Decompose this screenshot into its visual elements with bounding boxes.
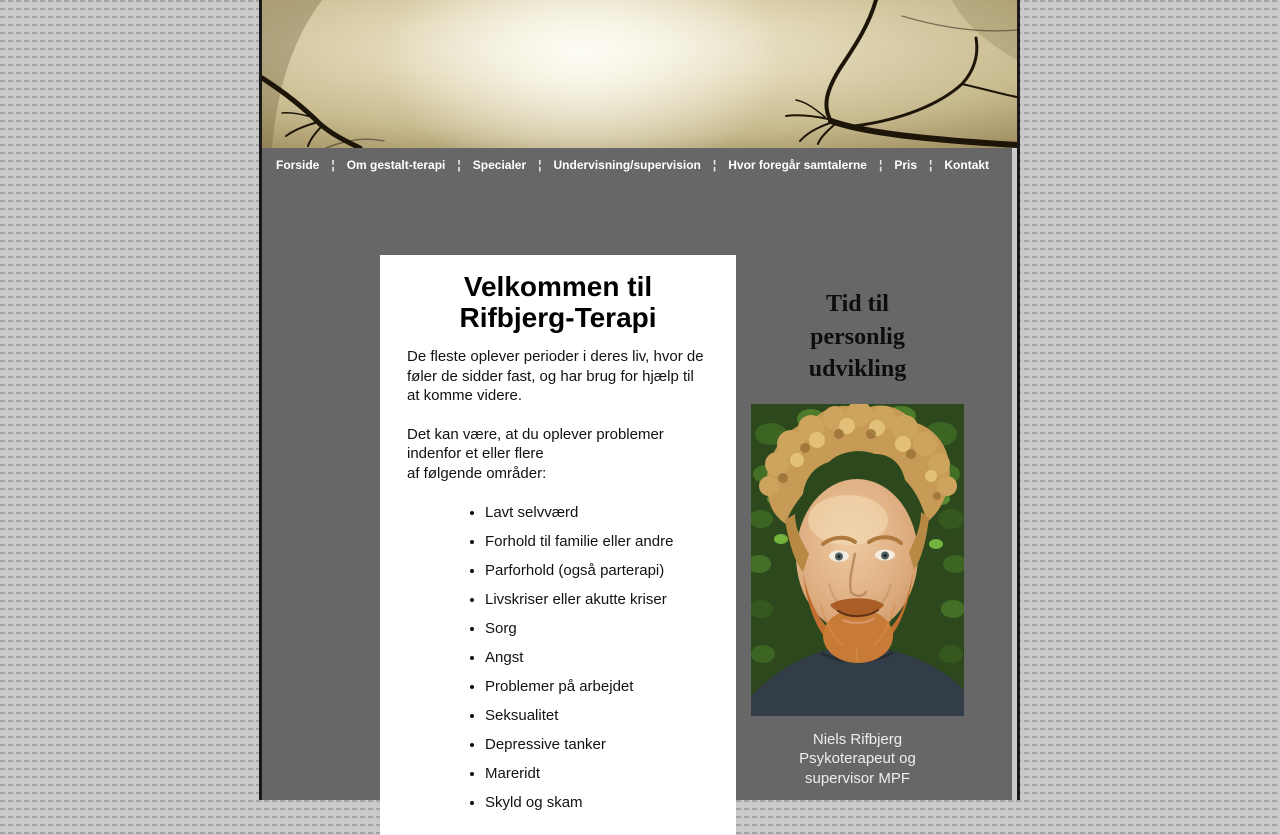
nav-item-kontakt[interactable]: Kontakt: [944, 158, 990, 172]
list-item: • Problemer på arbejdet: [485, 677, 736, 697]
content-area: [262, 148, 1012, 811]
caption-title2: supervisor MPF: [804, 769, 911, 787]
sidebar-heading-line3: udvikling: [808, 356, 907, 382]
right-column: [751, 148, 964, 788]
problems-paragraph: [407, 425, 709, 484]
nav-separator: ¦: [878, 158, 883, 172]
portrait-illustration: [751, 404, 964, 716]
list-item: • Angst: [485, 648, 736, 668]
portrait-photo: [751, 404, 964, 716]
list-item: • Depressive tanker: [485, 735, 736, 755]
sidebar-heading-line2: personlig: [810, 323, 905, 350]
nav-separator: ¦: [331, 158, 335, 172]
list-item: • Seksualitet: [485, 706, 736, 726]
header-beach-image: [262, 0, 1017, 148]
problems-paragraph-line2: af følgende områder:: [407, 464, 547, 482]
caption-name: Niels Rifbjerg: [812, 730, 903, 748]
nav-item-forside[interactable]: Forside: [276, 158, 320, 172]
list-item: • Sorg: [485, 619, 736, 639]
site-container: [259, 0, 1020, 811]
page-title: [380, 271, 736, 333]
caption-title: Psykoterapeut og: [799, 750, 916, 767]
list-item: • Skyld og skam: [485, 793, 736, 813]
nav-separator: ¦: [929, 158, 933, 172]
problem-areas-list: [380, 503, 736, 813]
nav-item-pris[interactable]: Pris: [894, 158, 918, 172]
sidebar-heading: [751, 288, 964, 386]
page-title-line2: Rifbjerg-Terapi: [459, 302, 657, 333]
portrait-caption: [751, 730, 964, 789]
problems-paragraph-line1: Det kan være, at du oplever problemer indenfor et eller flere: [407, 425, 664, 462]
nav-separator: ¦: [457, 158, 461, 172]
beach-sand-cracks-illustration: [262, 0, 1017, 148]
nav-item-hvor-foregaar-samtalerne[interactable]: Hvor foregår samtalerne: [728, 158, 867, 172]
nav-item-om-gestalt-terapi[interactable]: Om gestalt-terapi: [346, 158, 446, 172]
list-item: • Livskriser eller akutte kriser: [485, 590, 736, 610]
list-item: • Mareridt: [485, 764, 736, 784]
nav-separator: ¦: [712, 158, 717, 172]
list-item: • Lavt selvværd: [485, 503, 736, 523]
nav-item-undervisning-supervision[interactable]: Undervisning/supervision: [553, 158, 701, 172]
list-item: • Parforhold (også parterapi): [485, 561, 736, 581]
welcome-card: [380, 255, 736, 835]
page-title-line1: Velkommen til: [463, 271, 653, 302]
nav-separator: ¦: [538, 158, 542, 172]
intro-paragraph: De fleste oplever perioder i deres liv, hvor de føler de sidder fast, og har brug for hjælp til at komme videre.: [407, 348, 704, 404]
nav-item-specialer[interactable]: Specialer: [472, 158, 527, 172]
sidebar-heading-line1: Tid til: [826, 291, 889, 317]
list-item: • Forhold til familie eller andre: [485, 532, 736, 552]
